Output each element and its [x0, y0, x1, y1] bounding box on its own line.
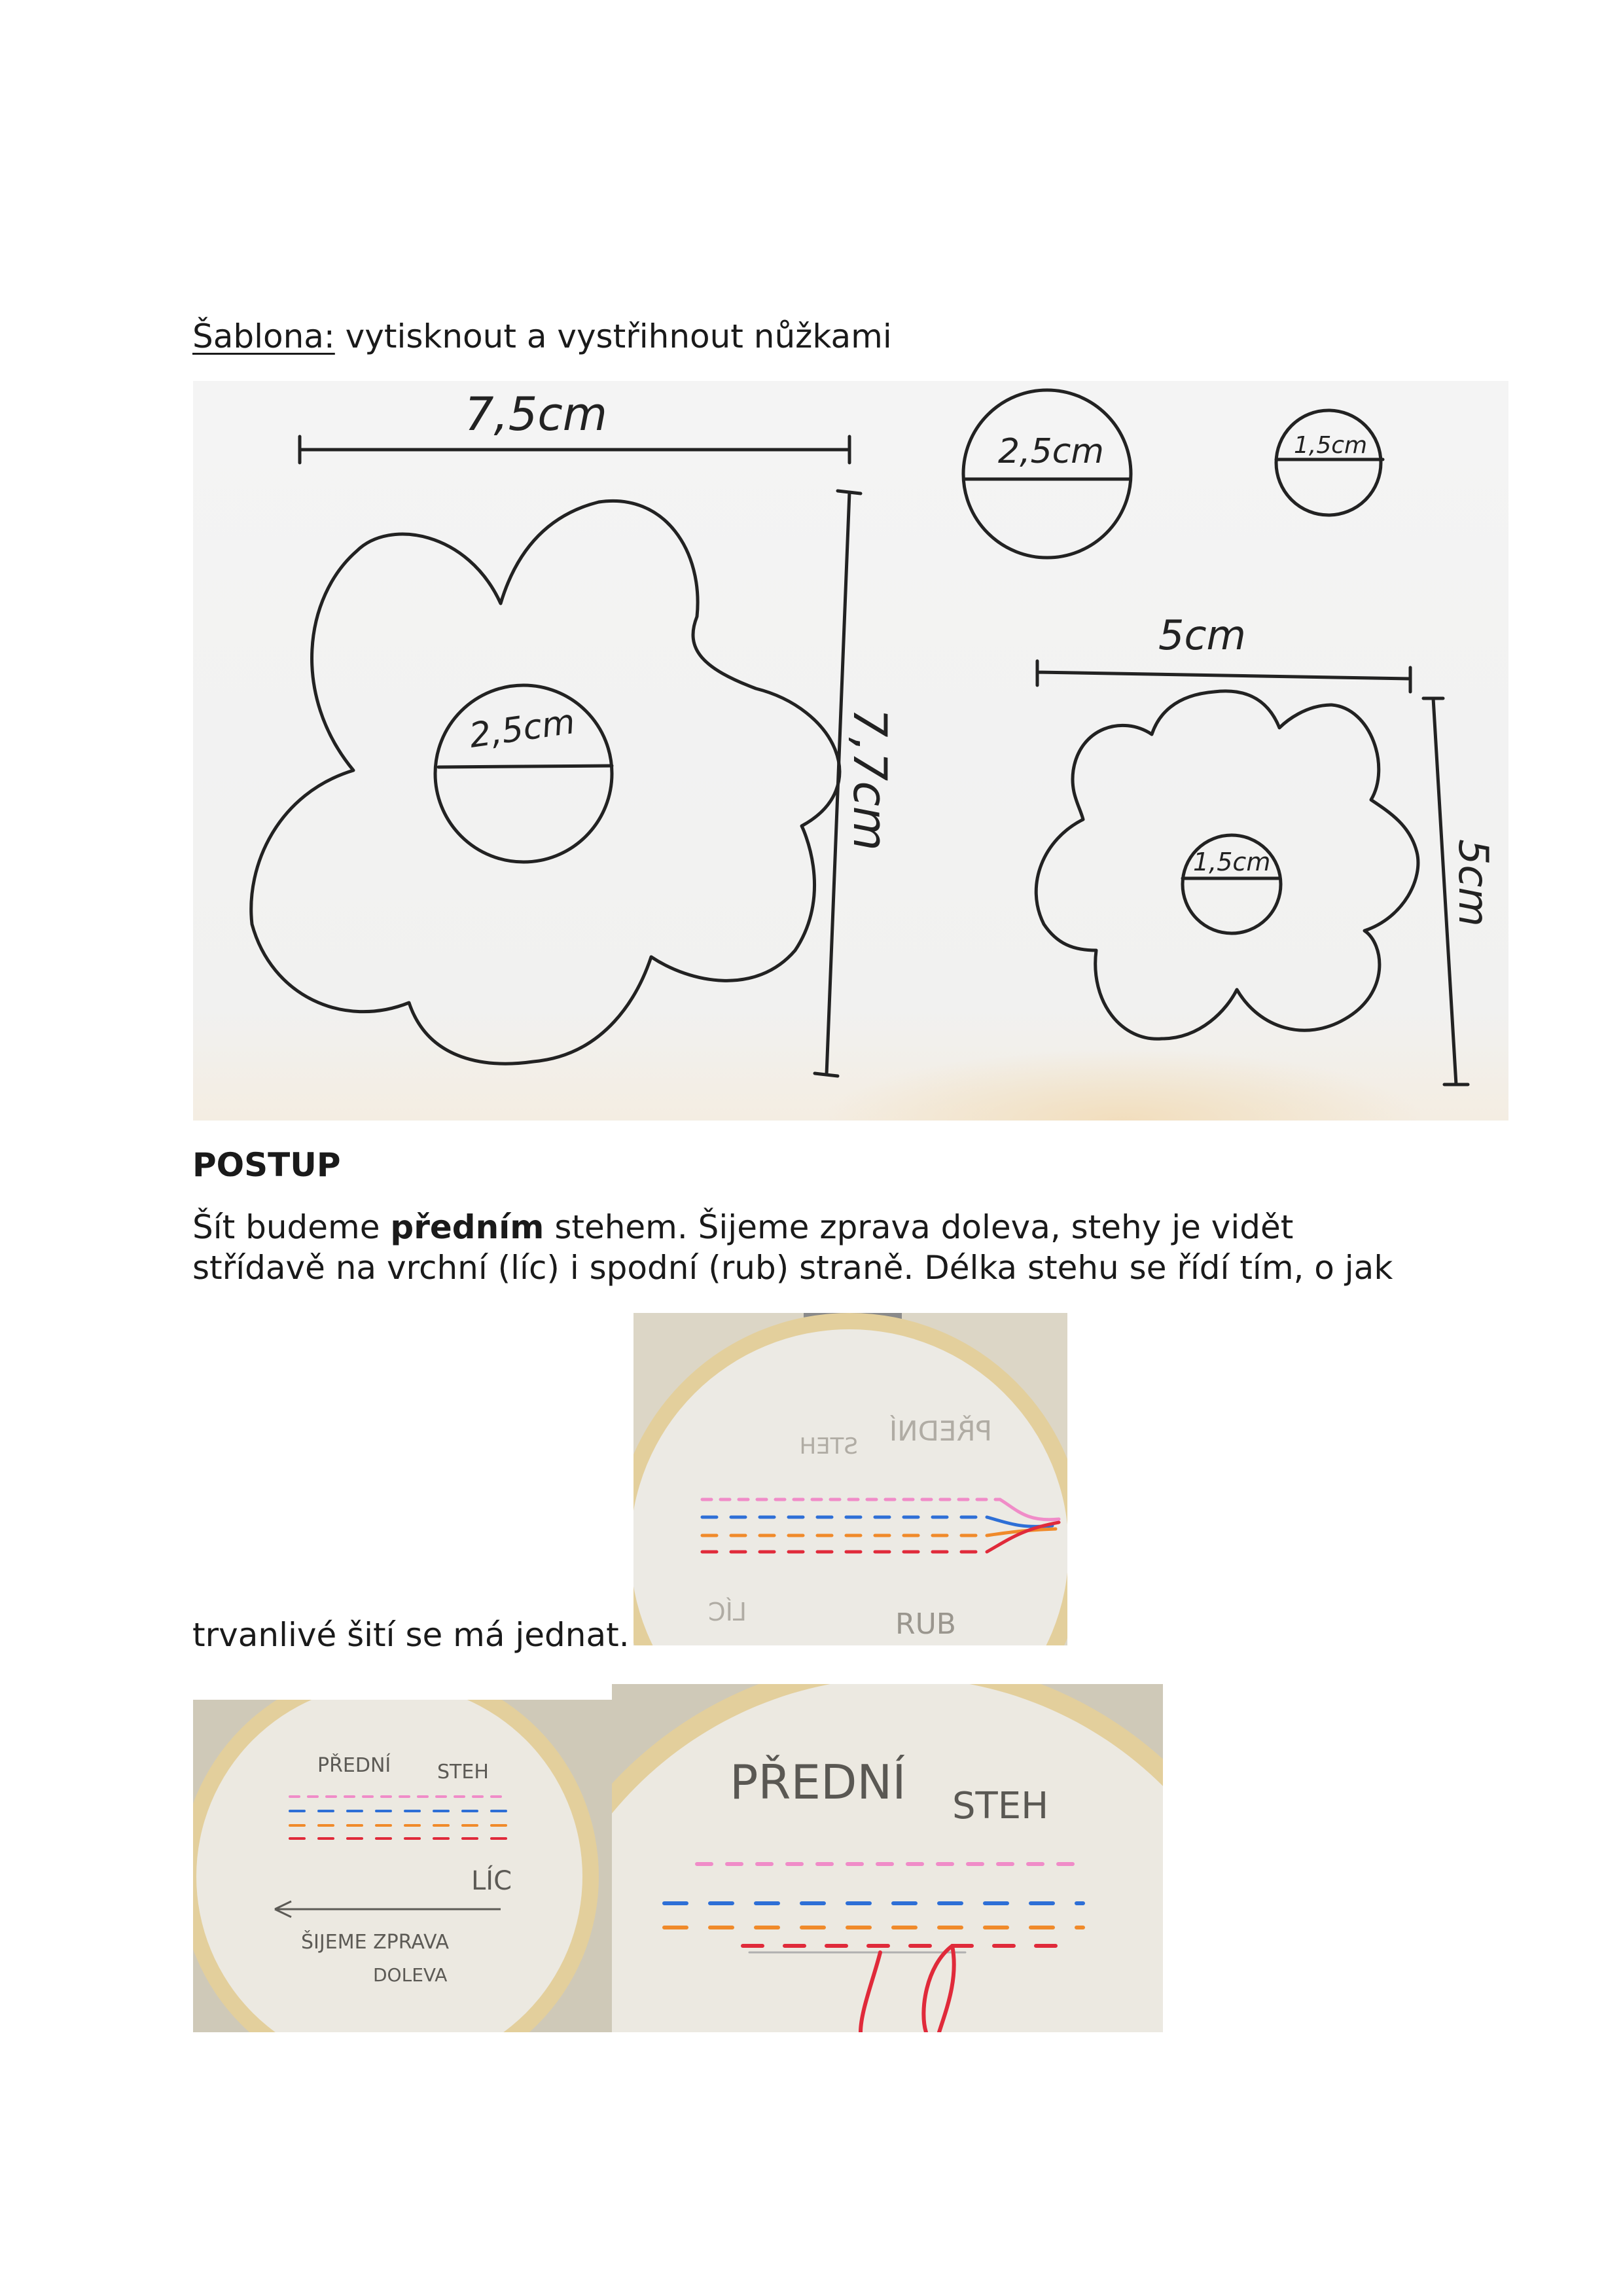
- section-heading: POSTUP: [192, 1146, 341, 1184]
- template-photo: [193, 381, 1508, 1121]
- front-title-a: PŘEDNÍ: [317, 1754, 391, 1777]
- p1-post: stehem. Šijeme zprava doleva, stehy je vidět: [544, 1208, 1294, 1246]
- template-caption: [192, 315, 892, 357]
- front-title-b: STEH: [437, 1761, 489, 1784]
- photo-front-svg: [193, 1700, 612, 2032]
- photo-back-svg: [633, 1313, 1067, 1645]
- label-small-height: 5cm: [1450, 839, 1497, 927]
- front-lic: LÍC: [471, 1866, 512, 1896]
- back-title-a: PŘEDNÍ: [889, 1415, 992, 1447]
- template-text: vytisknout a vystřihnout nůžkami: [334, 317, 892, 355]
- paragraph-line-1: [192, 1206, 1293, 1248]
- p1-pre: Šít budeme: [192, 1208, 391, 1246]
- label-big-width: 7,5cm: [465, 387, 607, 441]
- closeup-title-b: STEH: [952, 1785, 1049, 1827]
- label-circle-mid: 2,5cm: [998, 432, 1104, 471]
- photo-closeup: [612, 1684, 1163, 2032]
- back-title-b: STEH: [799, 1433, 858, 1460]
- template-drawing: [193, 381, 1508, 1121]
- template-label: Šablona:: [192, 317, 335, 355]
- photo-closeup-svg: [612, 1684, 1163, 2032]
- p1-bold: předním: [390, 1208, 544, 1246]
- photo-back-side: [633, 1313, 1067, 1645]
- paragraph-line-3: trvanlivé šití se má jednat.: [192, 1616, 630, 1654]
- label-small-center: 1,5cm: [1193, 848, 1271, 876]
- label-big-center: 2,5cm: [467, 702, 578, 756]
- front-direction-1: ŠIJEME ZPRAVA: [301, 1931, 450, 1954]
- label-circle-small: 1,5cm: [1294, 432, 1368, 459]
- label-small-width: 5cm: [1158, 611, 1246, 659]
- back-lic: LÍC: [708, 1598, 747, 1626]
- closeup-title-a: PŘEDNÍ: [730, 1755, 906, 1810]
- paragraph-line-2: střídavě na vrchní (líc) i spodní (rub) straně. Délka stehu se řídí tím, o jak: [192, 1249, 1393, 1287]
- front-direction-2: DOLEVA: [373, 1964, 448, 1986]
- photo-front-side: [193, 1700, 612, 2032]
- label-big-height: 7,7cm: [843, 708, 897, 851]
- back-rub: RUB: [895, 1607, 956, 1641]
